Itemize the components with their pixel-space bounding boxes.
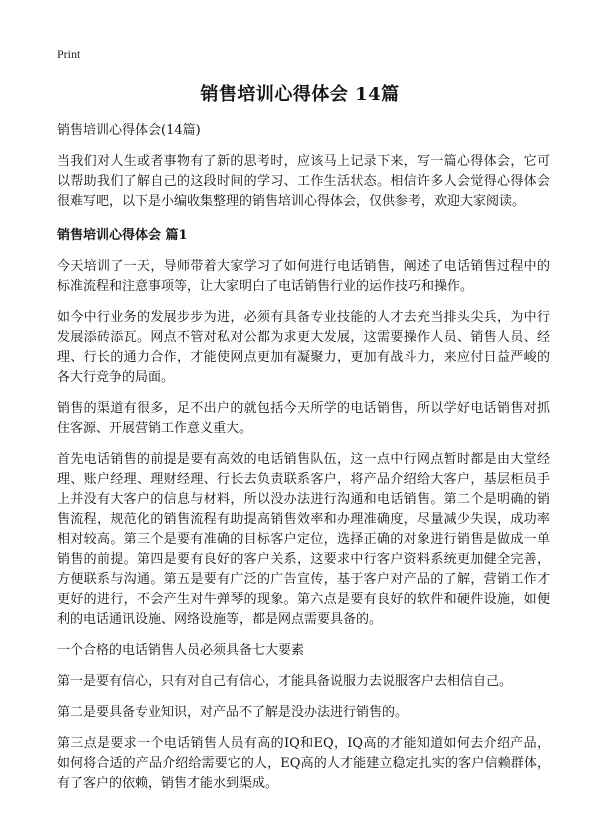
body-paragraph: 第一是要有信心，只有对自己有信心，才能具备说服力去说服客户去相信自己。 (57, 674, 513, 689)
document-title: 销售培训心得体会 14篇 (200, 84, 400, 105)
body-paragraph: 第三点是要求一个电话销售人员有高的IQ和EQ，IQ高的才能知道如何去介绍产品，如何将合适的产品介绍给需要它的人，EQ高的人才能建立稳定扎实的客户信赖群体，有了客户的依赖，销售才能水到渠成。 (57, 736, 550, 791)
body-paragraph: 今天培训了一天，导师带着大家学习了如何进行电话销售，阐述了电话销售过程中的标准流程和注意事项等，让大家明白了电话销售行业的运作技巧和操作。 (57, 259, 550, 294)
intro-paragraph: 当我们对人生或者事物有了新的思考时，应该马上记录下来，写一篇心得体会，它可以帮助我们了解自己的这段时间的学习、工作生活状态。相信许多人会觉得心得体会很难写吧，以下是小编收集整理的销售培训心得体会，仅供参考，欢迎大家阅读。 (57, 154, 550, 209)
body-paragraph: 首先电话销售的前提是要有高效的电话销售队伍，这一点中行网点暂时都是由大堂经理、账户经理、理财经理、行长去负责联系客户，将产品介绍给大客户，基层柜员手上并没有大客户的信息与材料，所以没办法进行沟通和电话销售。第二个是明确的销售流程，规范化的销售流程有助提高销售效率和办理准确度，尽量减少失误，成功率相对较高。第三个是要有准确的目标客户定位，选择正确的对象进行销售是做成一单销售的前提。第四是要有良好的客户关系，这要求中行客户资料系统更加健全完善，方便联系与沟通。第五是要有广泛的广告宣传，基于客户对产品的了解，营销工作才更好的进行，不会产生对牛弹琴的现象。第六点是要有良好的软件和硬件设施，如便利的电话通讯设施、网络设施等，都是网点需要具备的。 (57, 452, 550, 627)
print-link[interactable]: Print (57, 47, 81, 61)
body-paragraph: 第二是要具备专业知识，对产品不了解是没办法进行销售的。 (57, 705, 409, 720)
body-paragraph: 如今中行业务的发展步步为进，必须有具备专业技能的人才去充当排头尖兵，为中行发展添砖添瓦。网点不管对私对公都为求更大发展，这需要操作人员、销售人员、经理、行长的通力合作，才能使网点更加有凝聚力，更加有战斗力，来应付日益严峻的各大行竞争的局面。 (57, 310, 550, 385)
body-paragraph: 销售的渠道有很多，足不出户的就包括今天所学的电话销售，所以学好电话销售对抓住客源、开展营销工作意义重大。 (57, 401, 550, 436)
section-heading: 销售培训心得体会 篇1 (57, 228, 188, 243)
body-paragraph: 一个合格的电话销售人员必须具备七大要素 (57, 643, 305, 658)
document-body (57, 121, 550, 805)
document-subtitle: 销售培训心得体会(14篇) (57, 123, 201, 138)
